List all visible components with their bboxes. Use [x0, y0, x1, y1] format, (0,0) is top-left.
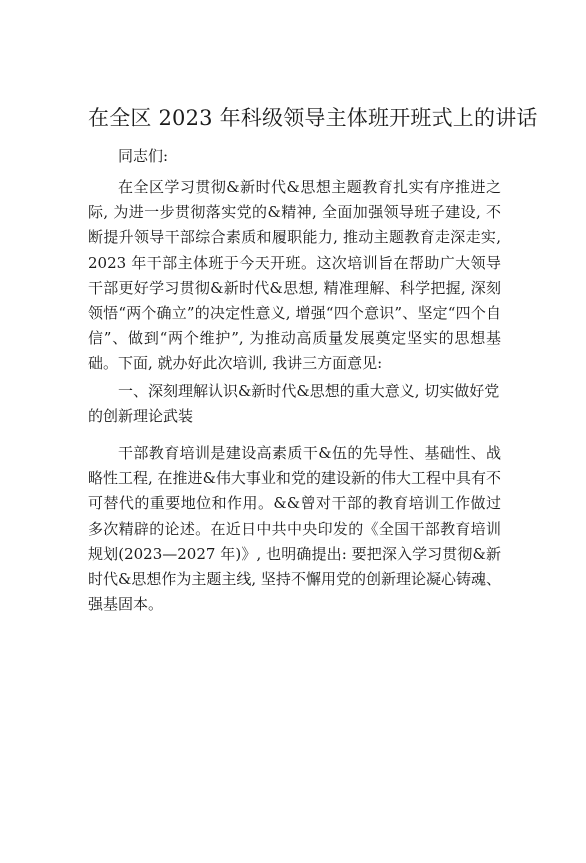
document-page [0, 104, 586, 863]
document-title: 在全区 2023 年科级领导主体班开班式上的讲话 [88, 106, 538, 130]
salutation: 同志们: [118, 147, 169, 165]
intro-paragraph: 在全区学习贯彻&新时代&思想主题教育扎实有序推进之际, 为进一步贯彻落实党的&精神, 全面加强领导班子建设, 不断提升领导干部综合素质和履职能力, 推动主题教育走深走实, 2023 年干部主体班于今天开班。这次培训旨在帮助广大领导干部更好学习贯彻&新时代&思想, 精准理解、科学把握, 深刻领悟“两个确立”的决定性意义, 增强“四个意识”、坚定“四个自信”、做到“两个维护”, 为推动高质量发展奠定坚实的思想基础。下面, 就办好此次培训, 我讲三方面意见: [88, 178, 501, 373]
section-heading: 一、深刻理解认识&新时代&思想的重大意义, 切实做好党的创新理论武装 [88, 381, 500, 425]
section-paragraph: 干部教育培训是建设高素质干&伍的先导性、基础性、战略性工程, 在推进&伟大事业和党的建设新的伟大工程中具有不可替代的重要地位和作用。&&曾对干部的教育培训工作做过多次精辟的论述。在近日中共中央印发的《全国干部教育培训规划(2023—2027 年)》, 也明确提出: 要把深入学习贯彻&新时代&思想作为主题主线, 坚持不懈用党的创新理论凝心铸魂、强基固本。 [88, 444, 501, 614]
